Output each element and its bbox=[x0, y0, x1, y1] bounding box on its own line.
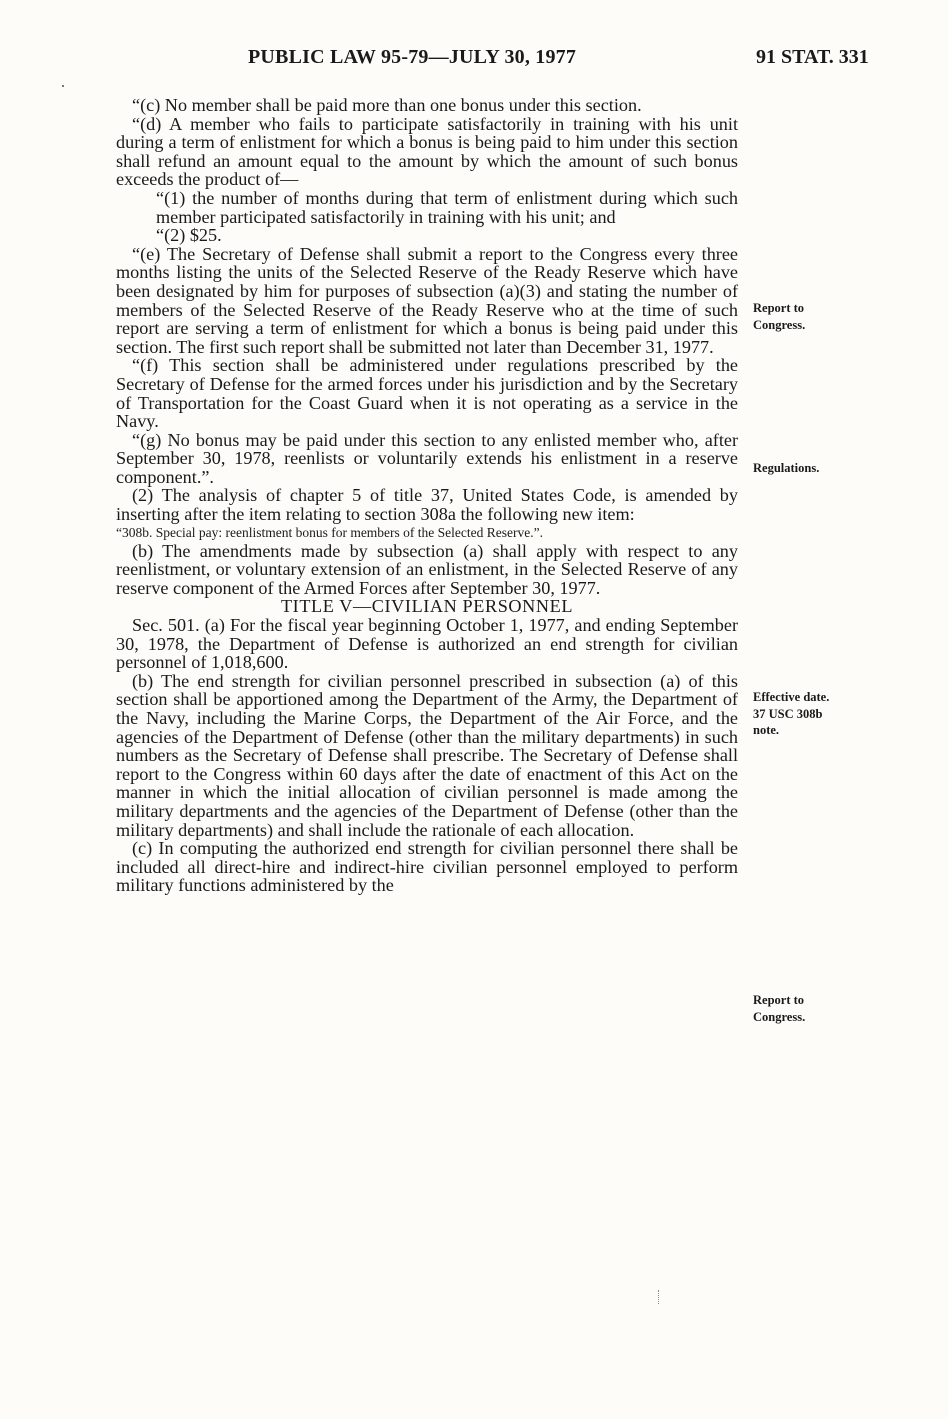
margin-note-line: note. bbox=[753, 723, 780, 737]
margin-note-line: Effective date. bbox=[753, 690, 830, 704]
margin-note-report-to-congress-2 bbox=[753, 992, 805, 1025]
margin-note-line: Congress. bbox=[753, 317, 806, 332]
paragraph-2: (2) The analysis of chapter 5 of title 37, United States Code, is amended by inserting after the item relating to section 308a the following new item: bbox=[116, 485, 738, 525]
paragraph-c: “(c) No member shall be paid more than one bonus under this section. bbox=[132, 95, 642, 115]
new-item-308b: “308b. Special pay: reenlistment bonus for members of the Selected Reserve.”. bbox=[116, 524, 543, 540]
paragraph-d-1 bbox=[116, 189, 738, 226]
margin-note-regulations bbox=[753, 460, 819, 477]
paragraph-d-2: “(2) $25. bbox=[156, 225, 222, 246]
margin-note-effective-date bbox=[753, 689, 829, 739]
section-501-a: Sec. 501. (a) For the fiscal year beginning October 1, 1977, and ending September 30, 1978, the Department of Defense is authorized an end strength for civilian personnel of 1,018,600. bbox=[116, 615, 738, 673]
scan-speck bbox=[62, 85, 64, 87]
paragraph-e: “(e) The Secretary of Defense shall submit a report to the Congress every three months listing the units of the Selected Reserve of the Ready Reserve which have been designated by him for purposes of subsection (a)(3) and stating the number of members of the Selected Reserve of the Ready Reserve who at the time of such report are serving a term of enlistment for which a bonus is being paid under this section. The first such report shall be submitted not later than December 31, 1977. bbox=[116, 243, 738, 357]
paragraph-b: (b) The amendments made by subsection (a) shall apply with respect to any reenlistment, or voluntary extension of an enlistment, in the Selected Reserve of any reserve component of the Armed Forces after September 30, 1977. bbox=[116, 540, 738, 598]
paragraph-d-1-text: “(1) the number of months during that term of enlistment during which such member participated satisfactorily in training with his unit; and bbox=[156, 187, 738, 227]
paragraph-g: “(g) No bonus may be paid under this section to any enlisted member who, after September 30, 1978, reenlists or voluntarily extends his enlistment in a reserve component.”. bbox=[116, 429, 738, 487]
margin-note-line: 37 USC 308b bbox=[753, 706, 823, 721]
page-header bbox=[0, 46, 948, 74]
section-501-c: (c) In computing the authorized end strength for civilian personnel there shall be included all direct-hire and indirect-hire civilian personnel employed to perform military functions administered by the bbox=[116, 838, 738, 896]
margin-note-line: Regulations. bbox=[753, 461, 820, 475]
section-501-b: (b) The end strength for civilian personnel prescribed in subsection (a) of this section shall be apportioned among the Department of the Army, the Department of the Navy, including the Marine Corps, the Department of the Air Force, and the agencies of the Department of Defense (other than the military departments) in such numbers as the Secretary of Defense shall prescribe. The Secretary of Defense shall report to the Congress within 60 days after the date of enactment of this Act on the manner in which the initial allocation of civilian personnel is made among the military departments and the agencies of the Department of Defense (other than the military departments) and shall include the rationale of each allocation. bbox=[116, 670, 738, 840]
scan-speck bbox=[658, 1290, 662, 1304]
paragraph-d: “(d) A member who fails to participate satisfactorily in training with his unit during a term of enlistment for which a bonus is being paid to him under this section shall refund an amount equal to the amount by which the amount of such bonus exceeds the product of— bbox=[116, 113, 738, 190]
statute-page-number: 91 STAT. 331 bbox=[756, 46, 869, 68]
title-v-heading: TITLE V—CIVILIAN PERSONNEL bbox=[280, 596, 574, 617]
main-text bbox=[116, 96, 738, 895]
margin-note-line: Report to bbox=[753, 993, 805, 1007]
margin-note-line: Congress. bbox=[753, 1009, 806, 1024]
margin-note-report-to-congress-1 bbox=[753, 300, 805, 333]
margin-note-line: Report to bbox=[753, 301, 805, 315]
paragraph-f: “(f) This section shall be administered under regulations prescribed by the Secretary of Defense for the armed forces under his jurisdiction and by the Secretary of Transportation for the Coast Guard when it is not operating as a service in the Navy. bbox=[116, 355, 738, 432]
running-title: PUBLIC LAW 95-79—JULY 30, 1977 bbox=[248, 46, 577, 68]
